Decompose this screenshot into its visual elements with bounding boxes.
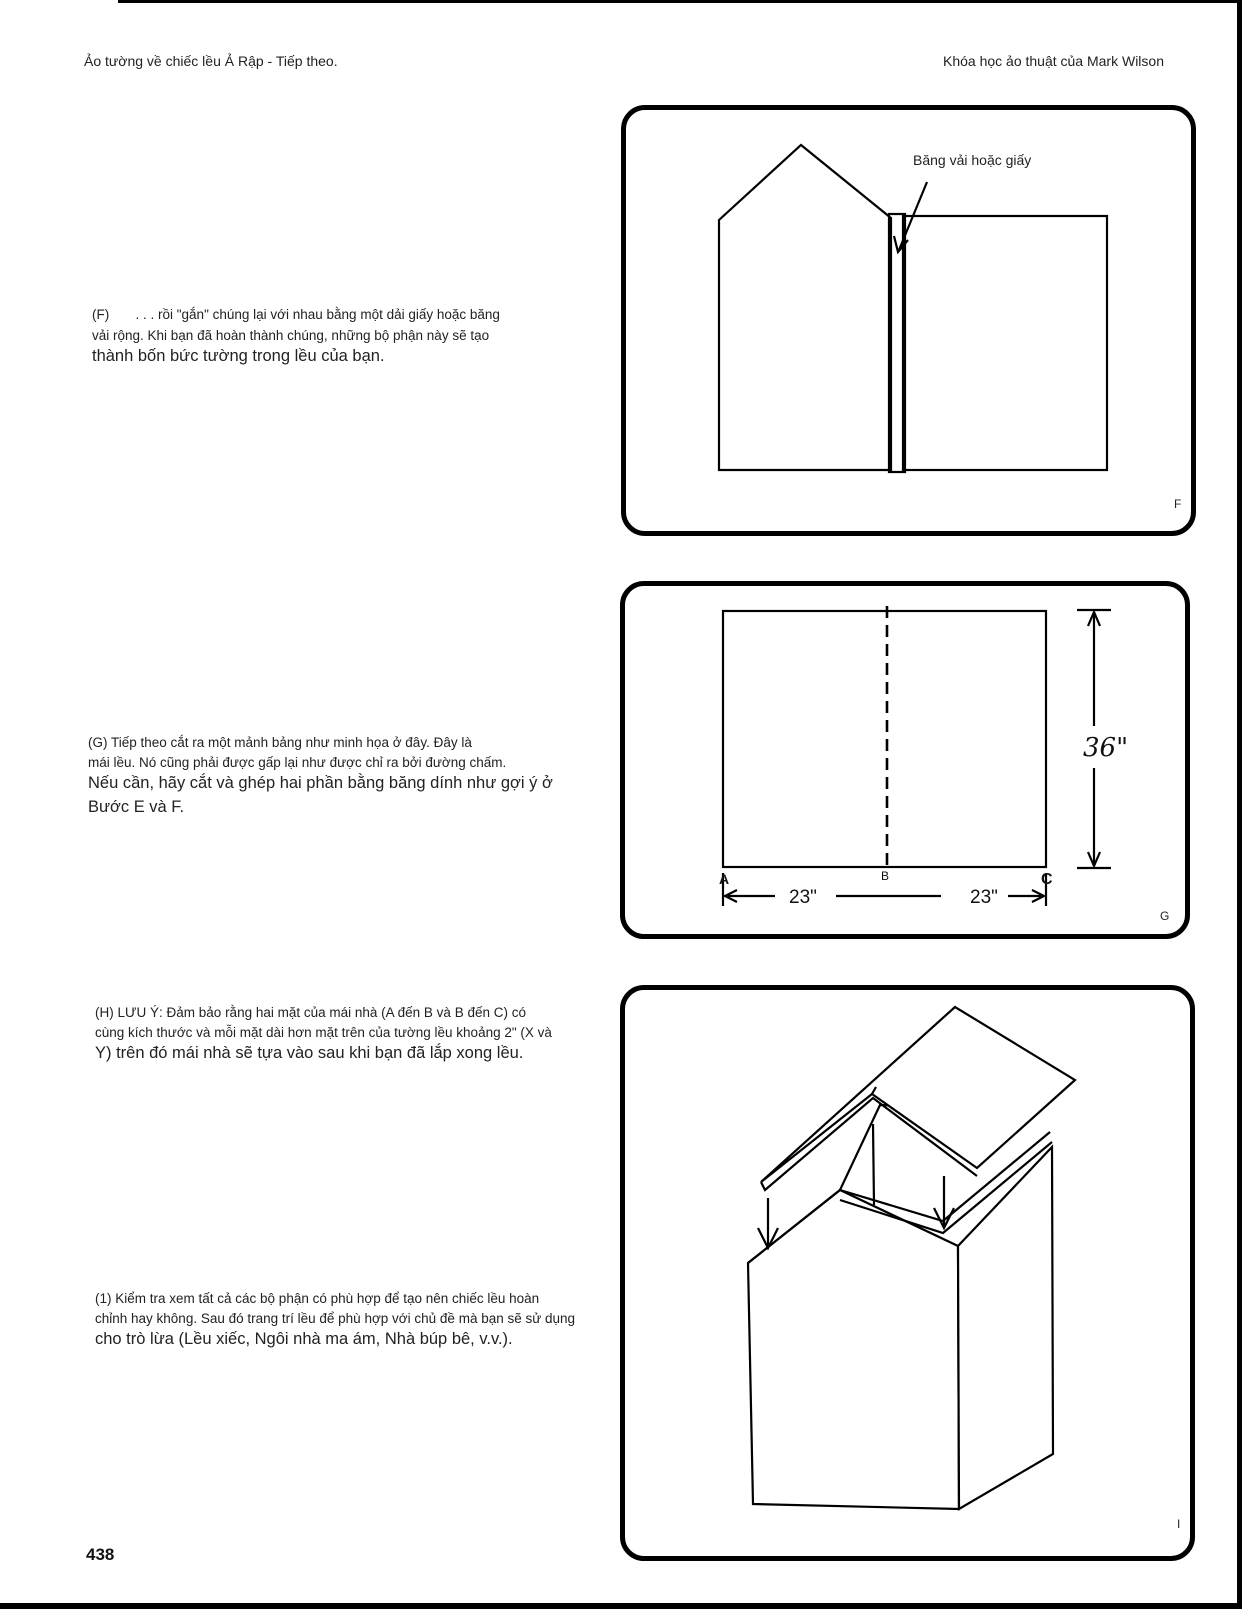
figure-f-letter: F bbox=[1174, 497, 1182, 511]
point-a-label: A bbox=[719, 871, 730, 887]
step-f-line-2: vải rộng. Khi bạn đã hoàn thành chúng, những bộ phận này sẽ tạo bbox=[92, 327, 490, 343]
page-right-edge bbox=[1237, 0, 1242, 1609]
page-number: 438 bbox=[86, 1545, 115, 1564]
step-h-line-3: Y) trên đó mái nhà sẽ tựa vào sau khi bạn đã lắp xong lều. bbox=[95, 1044, 524, 1063]
right-width-label: 23" bbox=[970, 887, 998, 908]
step-f-line-3: thành bốn bức tường trong lều của bạn. bbox=[92, 347, 385, 366]
figure-g-letter: G bbox=[1160, 909, 1170, 923]
tent-inner-corner bbox=[873, 1124, 874, 1205]
step-h-line-2: cùng kích thước và mỗi mặt dài hơn mặt trên của tường lều khoảng 2" (X và bbox=[95, 1024, 552, 1040]
step-g-line-3: Nếu cần, hãy cắt và ghép hai phần bằng băng dính như gợi ý ở bbox=[88, 774, 553, 793]
figure-g-panel bbox=[620, 581, 1190, 939]
step-h-text bbox=[95, 1003, 585, 1066]
roof-board-3d bbox=[761, 1007, 1075, 1182]
step-i-line-2: chỉnh hay không. Sau đó trang trí lều để phù hợp với chủ đề mà bạn sẽ sử dụng bbox=[95, 1310, 576, 1326]
figure-f-panel bbox=[621, 105, 1196, 536]
step-g-text bbox=[88, 733, 578, 820]
side-wall-panel bbox=[903, 216, 1107, 470]
end-wall-panel bbox=[719, 145, 891, 470]
step-g-line-4: Bước E và F. bbox=[88, 798, 185, 817]
left-width-label: 23" bbox=[789, 887, 817, 908]
figure-i-letter: I bbox=[1177, 1517, 1181, 1531]
roof-board bbox=[723, 611, 1046, 867]
page-bottom-edge bbox=[0, 1603, 1242, 1609]
point-b-label: B bbox=[881, 869, 890, 883]
page-top-edge bbox=[118, 0, 1242, 3]
running-header-left: Ảo tường về chiếc lều Ả Rập - Tiếp theo. bbox=[84, 53, 338, 69]
step-f-text bbox=[92, 305, 572, 369]
step-h-line-1: (H) LƯU Ý: Đảm bảo rằng hai mặt của mái nhà (A đến B và B đến C) có bbox=[95, 1005, 526, 1020]
step-g-line-2: mái lều. Nó cũng phải được gấp lại như được chỉ ra bởi đường chấm. bbox=[88, 754, 507, 770]
figure-i-drawing bbox=[625, 990, 1190, 1556]
tape-label: Băng vải hoặc giấy bbox=[913, 152, 1032, 168]
step-f-line-1: (F) . . . rồi "gắn" chúng lại với nhau bằng một dải giấy hoặc băng bbox=[92, 307, 500, 322]
step-g-line-1: (G) Tiếp theo cắt ra một mảnh bảng như minh họa ở đây. Đây là bbox=[88, 735, 472, 750]
figure-f-drawing bbox=[626, 110, 1191, 531]
height-label: 36" bbox=[1083, 733, 1129, 763]
step-i-text bbox=[95, 1289, 585, 1352]
tent-side-wall bbox=[958, 1147, 1053, 1509]
step-i-line-1: (1) Kiểm tra xem tất cả các bộ phận có phù hợp để tạo nên chiếc lều hoàn bbox=[95, 1291, 540, 1306]
point-c-label: C bbox=[1041, 871, 1053, 888]
running-header-right: Khóa học ảo thuật của Mark Wilson bbox=[942, 53, 1164, 69]
figure-g-drawing bbox=[625, 586, 1185, 934]
step-i-line-3: cho trò lừa (Lều xiếc, Ngôi nhà ma ám, Nhà búp bê, v.v.). bbox=[95, 1330, 513, 1349]
figure-i-panel bbox=[620, 985, 1195, 1561]
